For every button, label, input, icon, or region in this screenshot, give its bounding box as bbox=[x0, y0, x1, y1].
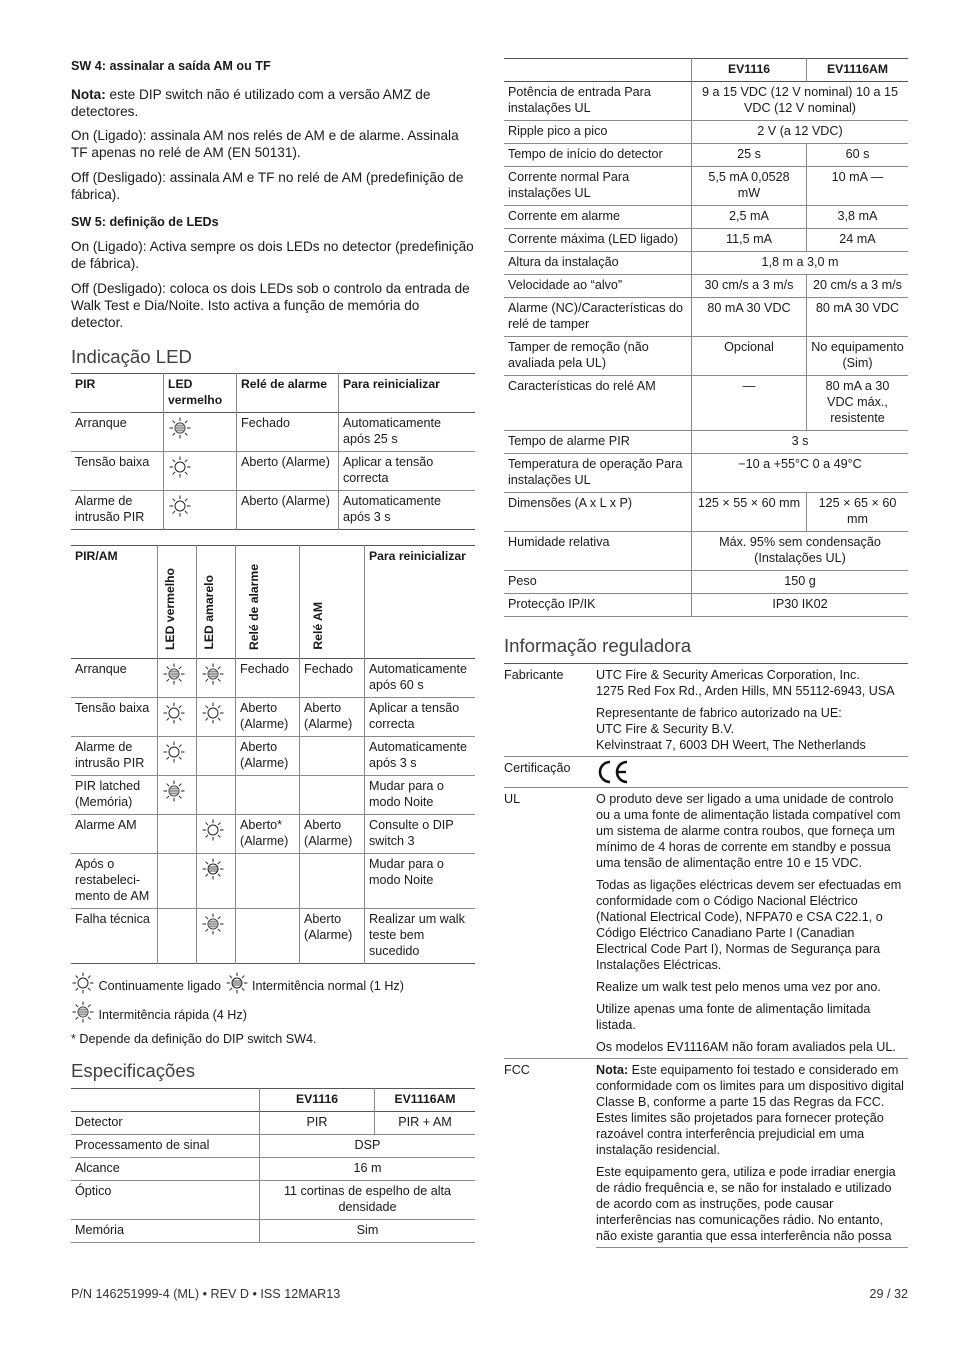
alarm-relay-state: Aberto* (Alarme) bbox=[236, 815, 300, 854]
spec-label: Protecção IP/IK bbox=[508, 597, 596, 611]
col-header: EV1116AM bbox=[375, 1089, 476, 1112]
table-header-row bbox=[71, 374, 475, 413]
spec-label: Tempo de alarme PIR bbox=[508, 434, 630, 448]
relay-state: Aberto (Alarme) bbox=[237, 452, 339, 491]
col-header-text: LED vermelho bbox=[163, 568, 177, 650]
empty-cell bbox=[197, 776, 236, 815]
table-row bbox=[71, 698, 475, 737]
footnote: * Depende da definição do DIP switch SW4. bbox=[71, 1032, 317, 1046]
ul-para: O produto deve ser ligado a uma unidade de controlo ou a uma fonte de alimentação listada compatível com um sistema de alarme contra roubos, que forneça um mínimo de 4 horas de corrente em standby e possua uma tensão de alimentação entre 10 e 15 VDC. bbox=[596, 792, 901, 870]
fcc-info bbox=[596, 1059, 908, 1248]
col-header-rotated bbox=[158, 546, 197, 659]
spec-section-title: Especificações bbox=[71, 1060, 196, 1081]
table-row bbox=[504, 571, 908, 594]
spec-value: 1,8 m a 3,0 m bbox=[692, 252, 909, 275]
legend-normal: Intermitência normal (1 Hz) bbox=[252, 979, 404, 993]
spec-value-ev1116am: 10 mA — bbox=[807, 167, 909, 206]
reset-text: Automaticamente após 3 s bbox=[339, 491, 476, 530]
spec-table-right bbox=[504, 58, 908, 617]
table-row bbox=[71, 854, 475, 909]
spec-label: Altura da instalação bbox=[508, 255, 619, 269]
footer-part-number: P/N 146251999-4 (ML) • REV D • ISS 12MAR13 bbox=[71, 1287, 341, 1301]
table-row bbox=[504, 664, 908, 757]
spec-value-ev1116am: PIR + AM bbox=[375, 1112, 476, 1135]
spec-label: Corrente máxima (LED ligado) bbox=[508, 232, 679, 246]
spec-label: Processamento de sinal bbox=[75, 1138, 210, 1152]
spec-value: 16 m bbox=[260, 1158, 476, 1181]
col-header: PIR/AM bbox=[75, 549, 118, 563]
manufacturer-info bbox=[596, 664, 908, 757]
led-fast-icon bbox=[164, 413, 237, 452]
table-row bbox=[504, 757, 908, 788]
col-header-rotated bbox=[197, 546, 236, 659]
spec-label: Corrente em alarme bbox=[508, 209, 620, 223]
table-row bbox=[504, 121, 908, 144]
spec-label: Temperatura de operação Para instalações UL bbox=[508, 457, 683, 487]
table-row bbox=[504, 252, 908, 275]
table-row bbox=[504, 275, 908, 298]
reset-text: Aplicar a tensão correcta bbox=[365, 698, 476, 737]
table-row bbox=[504, 229, 908, 252]
row-label: Alarme de intrusão PIR bbox=[75, 740, 145, 770]
ce-mark-icon bbox=[596, 759, 630, 785]
manufacturer-address: 1275 Red Fox Rd., Arden Hills, MN 55112-6943, USA bbox=[596, 684, 895, 698]
note-label: Nota: bbox=[71, 87, 106, 102]
empty-cell bbox=[197, 737, 236, 776]
note-text: este DIP switch não é utilizado com a versão AMZ de detectores. bbox=[71, 87, 431, 119]
am-relay-state bbox=[300, 737, 365, 776]
table-row bbox=[71, 452, 475, 491]
spec-label: Velocidade ao “alvo” bbox=[508, 278, 623, 292]
spec-value-ev1116: 5,5 mA 0,0528 mW bbox=[692, 167, 807, 206]
spec-label: Ripple pico a pico bbox=[508, 124, 608, 138]
spec-value-ev1116am: 80 mA a 30 VDC máx., resistente bbox=[807, 376, 909, 431]
row-label: PIR latched (Memória) bbox=[75, 779, 141, 809]
led-on-icon bbox=[164, 491, 237, 530]
col-header: LED vermelho bbox=[164, 374, 237, 413]
led-normal-icon bbox=[225, 972, 249, 994]
spec-value-ev1116: 25 s bbox=[692, 144, 807, 167]
note-label: Nota: bbox=[596, 1063, 629, 1077]
table-header-row bbox=[504, 59, 908, 82]
alarm-relay-state bbox=[236, 909, 300, 964]
spec-value-ev1116: 125 × 55 × 60 mm bbox=[692, 493, 807, 532]
footer-page-number: 29 / 32 bbox=[869, 1287, 908, 1301]
spec-label: Tamper de remoção (não avaliada pela UL) bbox=[508, 340, 649, 370]
led-on-icon bbox=[158, 737, 197, 776]
table-row bbox=[71, 413, 475, 452]
sw4-off-text: Off (Desligado): assinala AM e TF no relé de AM (predefinição de fábrica). bbox=[71, 170, 464, 202]
rep-address: Kelvinstraat 7, 6003 DH Weert, The Netherlands bbox=[596, 738, 866, 752]
spec-value-ev1116: 11,5 mA bbox=[692, 229, 807, 252]
led-normal-icon bbox=[197, 854, 236, 909]
row-label: UL bbox=[504, 792, 521, 806]
alarm-relay-state: Aberto (Alarme) bbox=[236, 737, 300, 776]
led-on-icon bbox=[71, 972, 95, 994]
spec-label: Características do relé AM bbox=[508, 379, 656, 393]
am-relay-state: Aberto (Alarme) bbox=[300, 698, 365, 737]
row-label: FCC bbox=[504, 1063, 530, 1077]
spec-label: Detector bbox=[75, 1115, 123, 1129]
ul-para: Utilize apenas uma fonte de alimentação limitada listada. bbox=[596, 1002, 871, 1032]
sw4-heading: SW 4: assinalar a saída AM ou TF bbox=[71, 59, 271, 73]
sw4-on-text: On (Ligado): assinala AM nos relés de AM e de alarme. Assinala TF apenas no relé de AM (EN 50131). bbox=[71, 128, 459, 160]
sw4-note bbox=[71, 86, 475, 120]
legend-continuous: Continuamente ligado bbox=[98, 979, 222, 993]
table-row bbox=[71, 737, 475, 776]
ul-info bbox=[596, 788, 908, 1059]
col-header: Relé de alarme bbox=[237, 374, 339, 413]
regulatory-table bbox=[504, 663, 908, 1248]
spec-value-ev1116am: No equipamento (Sim) bbox=[807, 337, 909, 376]
table-row bbox=[71, 1112, 475, 1135]
col-header-text: Relé AM bbox=[311, 602, 325, 650]
spec-value-ev1116: 2,5 mA bbox=[692, 206, 807, 229]
spec-value-ev1116am: 125 × 65 × 60 mm bbox=[807, 493, 909, 532]
col-header-rotated bbox=[236, 546, 300, 659]
row-label: Alarme AM bbox=[75, 818, 137, 832]
sw5-off-text: Off (Desligado): coloca os dois LEDs sob o controlo da entrada de Walk Test e Dia/Noite. Isto activa a função de memória do detector. bbox=[71, 281, 470, 330]
reset-text: Automaticamente após 25 s bbox=[339, 413, 476, 452]
led-fast-icon bbox=[197, 909, 236, 964]
reg-section-title: Informação reguladora bbox=[504, 635, 692, 656]
table-row bbox=[504, 431, 908, 454]
table-row bbox=[71, 1135, 475, 1158]
col-header: EV1116 bbox=[692, 59, 807, 82]
am-relay-state bbox=[300, 776, 365, 815]
led-on-icon bbox=[197, 698, 236, 737]
row-label: Fabricante bbox=[504, 668, 564, 682]
reset-text: Consulte o DIP switch 3 bbox=[365, 815, 476, 854]
table-row bbox=[504, 337, 908, 376]
am-relay-state bbox=[300, 854, 365, 909]
table-row bbox=[504, 376, 908, 431]
col-header: Para reinicializar bbox=[365, 546, 476, 659]
col-header: EV1116 bbox=[260, 1089, 375, 1112]
spec-label: Tempo de início do detector bbox=[508, 147, 663, 161]
table-header-row bbox=[71, 1089, 475, 1112]
am-relay-state: Aberto (Alarme) bbox=[300, 909, 365, 964]
table-row bbox=[504, 1059, 908, 1248]
led-fast-icon bbox=[71, 1001, 95, 1023]
spec-label: Peso bbox=[508, 574, 537, 588]
spec-value: 2 V (a 12 VDC) bbox=[692, 121, 909, 144]
spec-value-ev1116: PIR bbox=[260, 1112, 375, 1135]
col-header-empty bbox=[71, 1089, 260, 1112]
led-table-pir bbox=[71, 373, 475, 530]
fcc-note-text: Este equipamento foi testado e considerado em conformidade com os limites para um dispositivo digital Classe B, conforme a parte 15 das Regras da FCC. Estes limites são projetados para fornecer proteção razoável contra interferência prejudicial em uma instalação residencial. bbox=[596, 1063, 904, 1157]
spec-value-ev1116am: 3,8 mA bbox=[807, 206, 909, 229]
table-row bbox=[504, 206, 908, 229]
spec-value-ev1116am: 24 mA bbox=[807, 229, 909, 252]
empty-cell bbox=[158, 909, 197, 964]
reset-text: Aplicar a tensão correcta bbox=[339, 452, 476, 491]
spec-value: 11 cortinas de espelho de alta densidade bbox=[260, 1181, 476, 1220]
col-header: EV1116AM bbox=[807, 59, 909, 82]
spec-value-ev1116am: 20 cm/s a 3 m/s bbox=[807, 275, 909, 298]
spec-label: Memória bbox=[75, 1223, 124, 1237]
spec-label: Alarme (NC)/Características do relé de tamper bbox=[508, 301, 683, 331]
row-label: Após o restabeleci-mento de AM bbox=[75, 857, 150, 903]
rep-label: Representante de fabrico autorizado na UE: bbox=[596, 706, 842, 720]
spec-label: Alcance bbox=[75, 1161, 120, 1175]
led-on-icon bbox=[197, 815, 236, 854]
spec-value: DSP bbox=[260, 1135, 476, 1158]
table-row bbox=[71, 815, 475, 854]
sw5-on-text: On (Ligado): Activa sempre os dois LEDs no detector (predefinição de fábrica). bbox=[71, 239, 474, 271]
table-row bbox=[504, 82, 908, 121]
col-header: Para reinicializar bbox=[339, 374, 476, 413]
table-row bbox=[71, 659, 475, 698]
row-label: Alarme de intrusão PIR bbox=[75, 494, 145, 524]
spec-value-ev1116am: 80 mA 30 VDC bbox=[807, 298, 909, 337]
alarm-relay-state bbox=[236, 776, 300, 815]
spec-value: IP30 IK02 bbox=[692, 594, 909, 617]
spec-value-ev1116: — bbox=[692, 376, 807, 431]
table-row bbox=[504, 788, 908, 1059]
fcc-para: Este equipamento gera, utiliza e pode irradiar energia de rádio frequência e, se não for instalado e utilizado de acordo com as instruções, pode causar interferências nas comunicações rádio. No entanto, não existe garantia que essa interferência não possa bbox=[596, 1165, 896, 1243]
reset-text: Mudar para o modo Noite bbox=[365, 854, 476, 909]
reset-text: Automaticamente após 60 s bbox=[365, 659, 476, 698]
spec-value: Sim bbox=[260, 1220, 476, 1243]
table-row bbox=[504, 532, 908, 571]
spec-label: Óptico bbox=[75, 1184, 112, 1198]
table-row bbox=[504, 594, 908, 617]
table-row bbox=[71, 909, 475, 964]
table-row bbox=[71, 491, 475, 530]
manufacturer-name: UTC Fire & Security Americas Corporation, Inc. bbox=[596, 668, 860, 682]
led-fast-icon bbox=[158, 776, 197, 815]
table-row bbox=[504, 493, 908, 532]
ce-mark-icon bbox=[596, 757, 908, 788]
rep-name: UTC Fire & Security B.V. bbox=[596, 722, 735, 736]
spec-value: Máx. 95% sem condensação (Instalações UL) bbox=[692, 532, 909, 571]
empty-cell bbox=[158, 854, 197, 909]
table-row bbox=[504, 454, 908, 493]
spec-value: 150 g bbox=[692, 571, 909, 594]
table-row bbox=[504, 144, 908, 167]
spec-value: 9 a 15 VDC (12 V nominal) 10 a 15 VDC (12 V nominal) bbox=[692, 82, 909, 121]
spec-value: 3 s bbox=[692, 431, 909, 454]
reset-text: Automaticamente após 3 s bbox=[365, 737, 476, 776]
col-header-empty bbox=[504, 59, 692, 82]
legend-fast: Intermitência rápida (4 Hz) bbox=[98, 1008, 247, 1022]
table-row bbox=[71, 1181, 475, 1220]
am-relay-state: Aberto (Alarme) bbox=[300, 815, 365, 854]
spec-label: Dimensões (A x L x P) bbox=[508, 496, 633, 510]
empty-cell bbox=[158, 815, 197, 854]
spec-value-ev1116am: 60 s bbox=[807, 144, 909, 167]
spec-label: Potência de entrada Para instalações UL bbox=[508, 85, 651, 115]
row-label: Arranque bbox=[75, 416, 127, 430]
spec-value-ev1116: 30 cm/s a 3 m/s bbox=[692, 275, 807, 298]
ul-para: Os modelos EV1116AM não foram avaliados pela UL. bbox=[596, 1040, 896, 1054]
ul-para: Realize um walk test pelo menos uma vez por ano. bbox=[596, 980, 881, 994]
sw5-heading: SW 5: definição de LEDs bbox=[71, 215, 219, 229]
spec-label: Humidade relativa bbox=[508, 535, 610, 549]
relay-state: Fechado bbox=[237, 413, 339, 452]
col-header-text: Relé de alarme bbox=[247, 563, 261, 650]
spec-table-left bbox=[71, 1088, 475, 1243]
alarm-relay-state: Fechado bbox=[236, 659, 300, 698]
spec-value-ev1116: 80 mA 30 VDC bbox=[692, 298, 807, 337]
led-on-icon bbox=[158, 698, 197, 737]
row-label: Falha técnica bbox=[75, 912, 150, 926]
led-table-pir-am bbox=[71, 545, 475, 964]
led-fast-icon bbox=[158, 659, 197, 698]
led-section-title: Indicação LED bbox=[71, 346, 192, 367]
row-label: Certificação bbox=[504, 761, 571, 775]
col-header: PIR bbox=[75, 377, 96, 391]
row-label: Arranque bbox=[75, 662, 127, 676]
spec-label: Corrente normal Para instalações UL bbox=[508, 170, 630, 200]
reset-text: Mudar para o modo Noite bbox=[365, 776, 476, 815]
table-header-row bbox=[71, 546, 475, 659]
alarm-relay-state: Aberto (Alarme) bbox=[236, 698, 300, 737]
row-label: Tensão baixa bbox=[75, 701, 150, 715]
led-fast-icon bbox=[197, 659, 236, 698]
table-row bbox=[71, 776, 475, 815]
am-relay-state: Fechado bbox=[300, 659, 365, 698]
col-header-rotated bbox=[300, 546, 365, 659]
led-on-icon bbox=[164, 452, 237, 491]
relay-state: Aberto (Alarme) bbox=[237, 491, 339, 530]
table-row bbox=[71, 1220, 475, 1243]
row-label: Tensão baixa bbox=[75, 455, 150, 469]
table-row bbox=[504, 167, 908, 206]
table-row bbox=[504, 298, 908, 337]
led-legend bbox=[71, 972, 404, 1023]
reset-text: Realizar um walk teste bem sucedido bbox=[365, 909, 476, 964]
col-header-text: LED amarelo bbox=[202, 575, 216, 650]
table-row bbox=[71, 1158, 475, 1181]
alarm-relay-state bbox=[236, 854, 300, 909]
spec-value-ev1116: Opcional bbox=[692, 337, 807, 376]
spec-value: −10 a +55°C 0 a 49°C bbox=[692, 454, 909, 493]
ul-para: Todas as ligações eléctricas devem ser efectuadas em conformidade com o Código Nacional Eléctrico (National Electrical Code), NFPA70 e CSA C22.1, o Código Eléctrico Canadiano Parte I (Canadian Electrical Code Part I), Normas de Segurança para Instalações Eléctricas. bbox=[596, 878, 902, 972]
